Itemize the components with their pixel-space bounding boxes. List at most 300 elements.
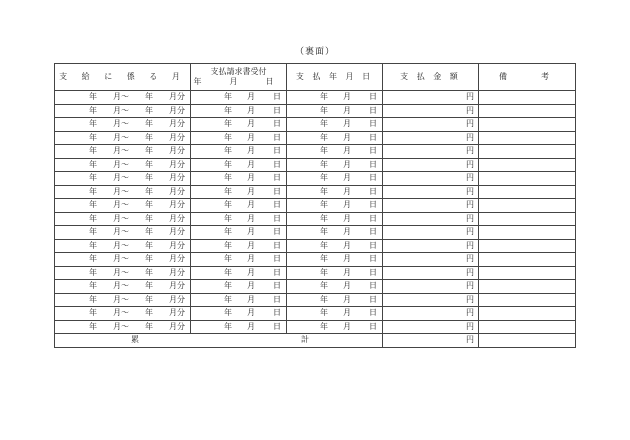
receipt-month: 月 — [247, 119, 255, 128]
period-year-from: 年 — [89, 267, 97, 277]
ledger-row — [55, 172, 576, 186]
payment-date-cell[interactable] — [287, 212, 383, 226]
header-row — [55, 64, 576, 91]
payment-year: 年 — [320, 227, 328, 236]
amount-cell[interactable]: 円 — [383, 212, 479, 226]
payment-month: 月 — [343, 294, 351, 304]
payment-month: 月 — [343, 240, 351, 250]
amount-cell[interactable]: 円 — [383, 307, 479, 321]
receipt-day: 日 — [273, 173, 281, 182]
receipt-date-cell[interactable] — [191, 293, 287, 307]
receipt-month: 月 — [247, 105, 255, 115]
period-month-from: 月〜 — [113, 227, 129, 236]
payment-year: 年 — [320, 105, 328, 115]
receipt-day: 日 — [273, 186, 281, 196]
remarks-cell[interactable] — [479, 185, 576, 199]
payment-month: 月 — [343, 213, 351, 223]
period-month-to: 月分 — [169, 200, 185, 209]
receipt-day: 日 — [273, 119, 281, 128]
payment-date-cell[interactable] — [287, 118, 383, 132]
receipt-day: 日 — [273, 254, 281, 263]
receipt-year: 年 — [224, 254, 232, 263]
remarks-cell[interactable] — [479, 131, 576, 145]
receipt-date-cell[interactable] — [191, 266, 287, 280]
remarks-cell[interactable] — [479, 307, 576, 321]
period-year-from: 年 — [89, 281, 97, 290]
payment-year: 年 — [320, 186, 328, 196]
receipt-year: 年 — [224, 281, 232, 290]
receipt-day: 日 — [273, 200, 281, 209]
payment-year: 年 — [320, 267, 328, 277]
payment-date-cell[interactable] — [287, 172, 383, 186]
payment-date-cell[interactable] — [287, 293, 383, 307]
receipt-month: 月 — [247, 186, 255, 196]
payment-date-cell[interactable] — [287, 280, 383, 294]
remarks-cell[interactable] — [479, 239, 576, 253]
receipt-month: 月 — [247, 267, 255, 277]
payment-day: 日 — [369, 173, 377, 182]
payment-date-cell[interactable] — [287, 239, 383, 253]
period-month-to: 月分 — [169, 281, 185, 290]
receipt-month: 月 — [247, 92, 255, 101]
period-year-to: 年 — [145, 240, 153, 250]
remarks-cell[interactable] — [479, 199, 576, 213]
ledger-body — [55, 91, 576, 334]
receipt-month: 月 — [247, 254, 255, 263]
payment-date-cell[interactable] — [287, 104, 383, 118]
period-year-from: 年 — [89, 254, 97, 263]
payment-date-cell[interactable] — [287, 131, 383, 145]
payment-year: 年 — [320, 281, 328, 290]
period-cell[interactable] — [55, 185, 191, 199]
ledger-row — [55, 280, 576, 294]
receipt-year: 年 — [224, 146, 232, 155]
period-cell[interactable] — [55, 239, 191, 253]
period-cell[interactable] — [55, 253, 191, 267]
period-cell[interactable] — [55, 280, 191, 294]
period-year-to: 年 — [145, 132, 153, 142]
payment-day: 日 — [369, 146, 377, 155]
payment-month: 月 — [343, 281, 351, 290]
period-year-to: 年 — [145, 200, 153, 209]
period-year-to: 年 — [145, 146, 153, 155]
period-year-to: 年 — [145, 267, 153, 277]
payment-day: 日 — [369, 254, 377, 263]
receipt-day: 日 — [273, 159, 281, 169]
period-year-from: 年 — [89, 92, 97, 101]
remarks-cell[interactable] — [479, 104, 576, 118]
period-month-from: 月〜 — [113, 294, 129, 304]
period-cell[interactable] — [55, 158, 191, 172]
receipt-date-cell[interactable] — [191, 131, 287, 145]
payment-date-cell[interactable] — [287, 320, 383, 334]
receipt-date-cell[interactable] — [191, 280, 287, 294]
receipt-month: 月 — [247, 308, 255, 317]
period-year-to: 年 — [145, 159, 153, 169]
period-year-to: 年 — [145, 294, 153, 304]
payment-year: 年 — [320, 146, 328, 155]
ledger-row — [55, 158, 576, 172]
period-month-to: 月分 — [169, 240, 185, 250]
amount-cell[interactable]: 円 — [383, 185, 479, 199]
period-year-to: 年 — [145, 92, 153, 101]
payment-month: 月 — [343, 321, 351, 331]
receipt-year: 年 — [224, 200, 232, 209]
payment-day: 日 — [369, 267, 377, 277]
receipt-day: 日 — [273, 294, 281, 304]
period-year-from: 年 — [89, 227, 97, 236]
receipt-month: 月 — [247, 240, 255, 250]
remarks-cell[interactable] — [479, 118, 576, 132]
receipt-month: 月 — [247, 281, 255, 290]
period-month-from: 月〜 — [113, 281, 129, 290]
payment-month: 月 — [343, 92, 351, 101]
receipt-month: 月 — [247, 132, 255, 142]
payment-month: 月 — [343, 308, 351, 317]
amount-cell[interactable]: 円 — [383, 158, 479, 172]
period-cell[interactable] — [55, 172, 191, 186]
payment-day: 日 — [369, 186, 377, 196]
receipt-day: 日 — [273, 267, 281, 277]
receipt-year: 年 — [224, 105, 232, 115]
payment-month: 月 — [343, 267, 351, 277]
remarks-cell[interactable] — [479, 280, 576, 294]
period-month-to: 月分 — [169, 132, 185, 142]
payment-month: 月 — [343, 186, 351, 196]
payment-year: 年 — [320, 240, 328, 250]
ledger-row — [55, 199, 576, 213]
period-cell[interactable] — [55, 104, 191, 118]
period-month-from: 月〜 — [113, 213, 129, 223]
payment-day: 日 — [369, 119, 377, 128]
period-month-from: 月〜 — [113, 173, 129, 182]
receipt-date-cell[interactable] — [191, 91, 287, 105]
payment-date-cell[interactable] — [287, 158, 383, 172]
period-cell[interactable] — [55, 320, 191, 334]
receipt-day: 日 — [273, 227, 281, 236]
payment-month: 月 — [343, 254, 351, 263]
header-amount: 支 払 金 額 — [383, 64, 479, 91]
amount-cell[interactable]: 円 — [383, 266, 479, 280]
period-month-to: 月分 — [169, 254, 185, 263]
period-cell[interactable] — [55, 118, 191, 132]
period-month-from: 月〜 — [113, 240, 129, 250]
payment-year: 年 — [320, 159, 328, 169]
payment-day: 日 — [369, 200, 377, 209]
payment-year: 年 — [320, 321, 328, 331]
payment-day: 日 — [369, 227, 377, 236]
period-year-to: 年 — [145, 254, 153, 263]
ledger-row — [55, 118, 576, 132]
receipt-month: 月 — [247, 200, 255, 209]
period-month-to: 月分 — [169, 294, 185, 304]
period-year-to: 年 — [145, 213, 153, 223]
period-year-from: 年 — [89, 173, 97, 182]
period-year-from: 年 — [89, 119, 97, 128]
remarks-cell[interactable] — [479, 226, 576, 240]
ledger-row — [55, 239, 576, 253]
ledger-row — [55, 104, 576, 118]
receipt-month: 月 — [247, 294, 255, 304]
amount-cell[interactable]: 円 — [383, 320, 479, 334]
period-cell[interactable] — [55, 131, 191, 145]
period-cell[interactable] — [55, 226, 191, 240]
receipt-day: 日 — [273, 105, 281, 115]
receipt-date-cell[interactable] — [191, 253, 287, 267]
period-year-to: 年 — [145, 119, 153, 128]
payment-year: 年 — [320, 213, 328, 223]
ledger-row — [55, 145, 576, 159]
receipt-month: 月 — [247, 321, 255, 331]
period-year-from: 年 — [89, 308, 97, 317]
ledger-row — [55, 185, 576, 199]
payment-day: 日 — [369, 308, 377, 317]
payment-month: 月 — [343, 132, 351, 142]
ledger-row — [55, 212, 576, 226]
payment-month: 月 — [343, 200, 351, 209]
receipt-date-cell[interactable] — [191, 172, 287, 186]
amount-cell[interactable]: 円 — [383, 226, 479, 240]
period-year-from: 年 — [89, 321, 97, 331]
period-cell[interactable] — [55, 212, 191, 226]
amount-cell[interactable]: 円 — [383, 145, 479, 159]
payment-day: 日 — [369, 240, 377, 250]
receipt-date-cell[interactable] — [191, 212, 287, 226]
ledger-row — [55, 253, 576, 267]
payment-year: 年 — [320, 254, 328, 263]
receipt-day: 日 — [273, 146, 281, 155]
period-month-to: 月分 — [169, 105, 185, 115]
remarks-cell[interactable] — [479, 320, 576, 334]
amount-cell[interactable]: 円 — [383, 131, 479, 145]
remarks-cell[interactable] — [479, 91, 576, 105]
receipt-year: 年 — [224, 173, 232, 182]
payment-year: 年 — [320, 294, 328, 304]
period-month-from: 月〜 — [113, 146, 129, 155]
receipt-date-cell[interactable] — [191, 307, 287, 321]
period-cell[interactable] — [55, 145, 191, 159]
receipt-month: 月 — [247, 227, 255, 236]
period-month-to: 月分 — [169, 321, 185, 331]
payment-date-cell[interactable] — [287, 266, 383, 280]
payment-date-cell[interactable] — [287, 185, 383, 199]
payment-day: 日 — [369, 294, 377, 304]
period-month-to: 月分 — [169, 146, 185, 155]
period-month-to: 月分 — [169, 308, 185, 317]
receipt-month: 月 — [247, 159, 255, 169]
payment-date-cell[interactable] — [287, 91, 383, 105]
receipt-year: 年 — [224, 92, 232, 101]
ledger-row — [55, 293, 576, 307]
period-month-to: 月分 — [169, 119, 185, 128]
payment-year: 年 — [320, 173, 328, 182]
payment-date-cell[interactable] — [287, 226, 383, 240]
period-year-to: 年 — [145, 105, 153, 115]
period-year-from: 年 — [89, 105, 97, 115]
total-label-cell — [55, 334, 383, 348]
period-cell[interactable] — [55, 293, 191, 307]
ledger-row — [55, 320, 576, 334]
receipt-date-cell[interactable] — [191, 118, 287, 132]
total-label-left: 累 — [131, 335, 139, 344]
receipt-day: 日 — [273, 213, 281, 223]
receipt-month: 月 — [247, 213, 255, 223]
period-month-from: 月〜 — [113, 92, 129, 101]
payment-day: 日 — [369, 92, 377, 101]
payment-month: 月 — [343, 119, 351, 128]
receipt-day: 日 — [273, 132, 281, 142]
receipt-year: 年 — [224, 119, 232, 128]
receipt-day: 日 — [273, 281, 281, 290]
receipt-date-cell[interactable] — [191, 226, 287, 240]
receipt-date-cell[interactable] — [191, 320, 287, 334]
payment-day: 日 — [369, 281, 377, 290]
remarks-cell[interactable] — [479, 266, 576, 280]
receipt-day: 日 — [273, 92, 281, 101]
header-receipt-line1: 支払請求書受付 — [210, 67, 267, 76]
period-month-from: 月〜 — [113, 159, 129, 169]
period-month-to: 月分 — [169, 92, 185, 101]
receipt-year: 年 — [224, 132, 232, 142]
receipt-month: 月 — [247, 173, 255, 182]
receipt-date-cell[interactable] — [191, 199, 287, 213]
payment-year: 年 — [320, 132, 328, 142]
payment-month: 月 — [343, 227, 351, 236]
period-cell[interactable] — [55, 266, 191, 280]
period-month-from: 月〜 — [113, 132, 129, 142]
period-year-to: 年 — [145, 321, 153, 331]
period-month-from: 月〜 — [113, 186, 129, 196]
payment-month: 月 — [343, 146, 351, 155]
amount-cell[interactable]: 円 — [383, 118, 479, 132]
payment-year: 年 — [320, 200, 328, 209]
payment-date-cell[interactable] — [287, 145, 383, 159]
header-period: 支 給 に 係 る 月 — [55, 64, 191, 91]
payment-month: 月 — [343, 159, 351, 169]
period-cell[interactable] — [55, 91, 191, 105]
period-year-to: 年 — [145, 173, 153, 182]
payment-day: 日 — [369, 132, 377, 142]
period-year-from: 年 — [89, 132, 97, 142]
receipt-year: 年 — [224, 267, 232, 277]
payment-date-cell[interactable] — [287, 307, 383, 321]
payment-year: 年 — [320, 308, 328, 317]
receipt-date-cell[interactable] — [191, 239, 287, 253]
receipt-year: 年 — [224, 294, 232, 304]
amount-cell[interactable]: 円 — [383, 172, 479, 186]
payment-month: 月 — [343, 105, 351, 115]
receipt-date-cell[interactable] — [191, 104, 287, 118]
receipt-year: 年 — [224, 308, 232, 317]
remarks-cell[interactable] — [479, 145, 576, 159]
remarks-cell[interactable] — [479, 293, 576, 307]
receipt-month: 月 — [247, 146, 255, 155]
period-cell[interactable] — [55, 307, 191, 321]
receipt-year: 年 — [224, 240, 232, 250]
period-year-to: 年 — [145, 227, 153, 236]
remarks-cell[interactable] — [479, 212, 576, 226]
payment-month: 月 — [343, 173, 351, 182]
period-month-to: 月分 — [169, 186, 185, 196]
header-remarks: 備 考 — [479, 64, 576, 91]
receipt-day: 日 — [273, 321, 281, 331]
period-month-from: 月〜 — [113, 200, 129, 209]
receipt-year: 年 — [224, 159, 232, 169]
amount-cell[interactable]: 円 — [383, 91, 479, 105]
amount-cell[interactable]: 円 — [383, 280, 479, 294]
ledger-row — [55, 266, 576, 280]
period-year-from: 年 — [89, 146, 97, 155]
ledger-row — [55, 226, 576, 240]
period-month-to: 月分 — [169, 173, 185, 182]
total-amount[interactable]: 円 — [383, 334, 479, 348]
period-month-to: 月分 — [169, 267, 185, 277]
payment-date-cell[interactable] — [287, 199, 383, 213]
period-year-from: 年 — [89, 240, 97, 250]
header-payment-date: 支 払 年 月 日 — [287, 64, 383, 91]
payment-ledger-table — [54, 63, 576, 348]
receipt-date-cell[interactable] — [191, 145, 287, 159]
payment-day: 日 — [369, 213, 377, 223]
period-year-from: 年 — [89, 200, 97, 209]
period-month-from: 月〜 — [113, 267, 129, 277]
period-year-from: 年 — [89, 213, 97, 223]
page-caption: （裏面） — [294, 47, 335, 57]
remarks-cell[interactable] — [479, 253, 576, 267]
header-receipt-date — [191, 64, 287, 91]
receipt-date-cell[interactable] — [191, 185, 287, 199]
payment-year: 年 — [320, 92, 328, 101]
amount-cell[interactable]: 円 — [383, 239, 479, 253]
remarks-cell[interactable] — [479, 172, 576, 186]
ledger-row — [55, 91, 576, 105]
receipt-year: 年 — [224, 186, 232, 196]
ledger-row — [55, 131, 576, 145]
payment-year: 年 — [320, 119, 328, 128]
amount-cell[interactable]: 円 — [383, 104, 479, 118]
payment-date-cell[interactable] — [287, 253, 383, 267]
period-month-to: 月分 — [169, 213, 185, 223]
receipt-year: 年 — [224, 213, 232, 223]
amount-cell[interactable]: 円 — [383, 293, 479, 307]
receipt-day: 日 — [273, 240, 281, 250]
total-row — [55, 334, 576, 348]
period-year-from: 年 — [89, 186, 97, 196]
receipt-year: 年 — [224, 321, 232, 331]
period-year-to: 年 — [145, 186, 153, 196]
period-year-from: 年 — [89, 159, 97, 169]
payment-day: 日 — [369, 105, 377, 115]
total-label-right: 計 — [301, 335, 309, 344]
period-month-from: 月〜 — [113, 254, 129, 263]
period-year-to: 年 — [145, 308, 153, 317]
header-receipt-line2: 年 月 日 — [193, 77, 284, 86]
period-month-to: 月分 — [169, 227, 185, 236]
amount-cell[interactable]: 円 — [383, 253, 479, 267]
receipt-date-cell[interactable] — [191, 158, 287, 172]
total-remarks[interactable] — [479, 334, 576, 348]
period-month-from: 月〜 — [113, 105, 129, 115]
period-month-from: 月〜 — [113, 119, 129, 128]
period-cell[interactable] — [55, 199, 191, 213]
amount-cell[interactable]: 円 — [383, 199, 479, 213]
period-year-to: 年 — [145, 281, 153, 290]
remarks-cell[interactable] — [479, 158, 576, 172]
receipt-year: 年 — [224, 227, 232, 236]
period-month-from: 月〜 — [113, 321, 129, 331]
ledger-row — [55, 307, 576, 321]
period-month-from: 月〜 — [113, 308, 129, 317]
